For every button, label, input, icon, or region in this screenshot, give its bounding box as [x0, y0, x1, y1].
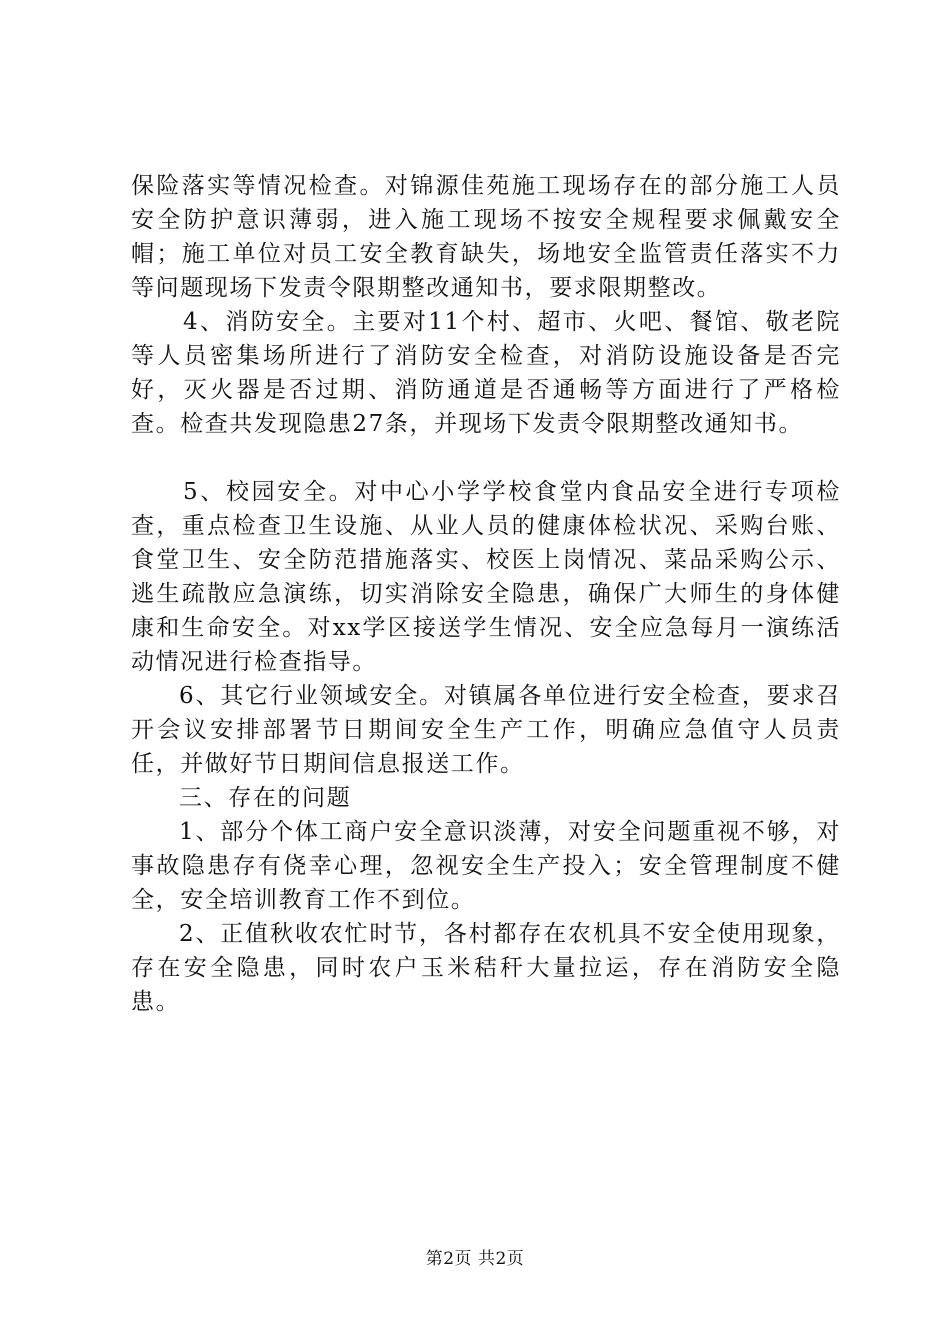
paragraph-problem-2: 2、正值秋收农忙时节，各村都存在农机具不安全使用现象，存在安全隐患，同时农户玉米秸秆大量拉运，存在消防安全隐患。	[131, 921, 841, 1015]
paragraph-construction-safety-continued: 保险落实等情况检查。对锦源佳苑施工现场存在的部分施工人员安全防护意识薄弱，进入施工现场不按安全规程要求佩戴安全帽；施工单位对员工安全教育缺失，场地安全监管责任落实不力等问题现场下发责令限期整改通知书，要求限期整改。	[131, 173, 841, 301]
paragraph-campus-safety: 5、校园安全。对中心小学学校食堂内食品安全进行专项检查，重点检查卫生设施、从业人员的健康体检状况、采购台账、食堂卫生、安全防范措施落实、校医上岗情况、菜品采购公示、逃生疏散应急演练，切实消除安全隐患，确保广大师生的身体健康和生命安全。对xx学区接送学生情况、安全应急每月一演练活动情况进行检查指导。	[131, 479, 841, 675]
paragraph-fire-safety: 4、消防安全。主要对11个村、超市、火吧、餐馆、敬老院等人员密集场所进行了消防安全检查，对消防设施设备是否完好，灭火器是否过期、消防通道是否通畅等方面进行了严格检查。检查共发现隐患27条，并现场下发责令限期整改通知书。	[131, 309, 841, 437]
paragraph-problem-1: 1、部分个体工商户安全意识淡薄，对安全问题重视不够，对事故隐患存有侥幸心理，忽视安全生产投入；安全管理制度不健全，安全培训教育工作不到位。	[131, 819, 841, 913]
paragraph-other-industries: 6、其它行业领域安全。对镇属各单位进行安全检查，要求召开会议安排部署节日期间安全生产工作，明确应急值守人员责任，并做好节日期间信息报送工作。	[131, 683, 841, 777]
section-heading-existing-problems: 三、存在的问题	[179, 785, 352, 811]
document-body	[131, 169, 841, 1019]
page-number-footer: 第2页 共2页	[425, 1249, 525, 1269]
